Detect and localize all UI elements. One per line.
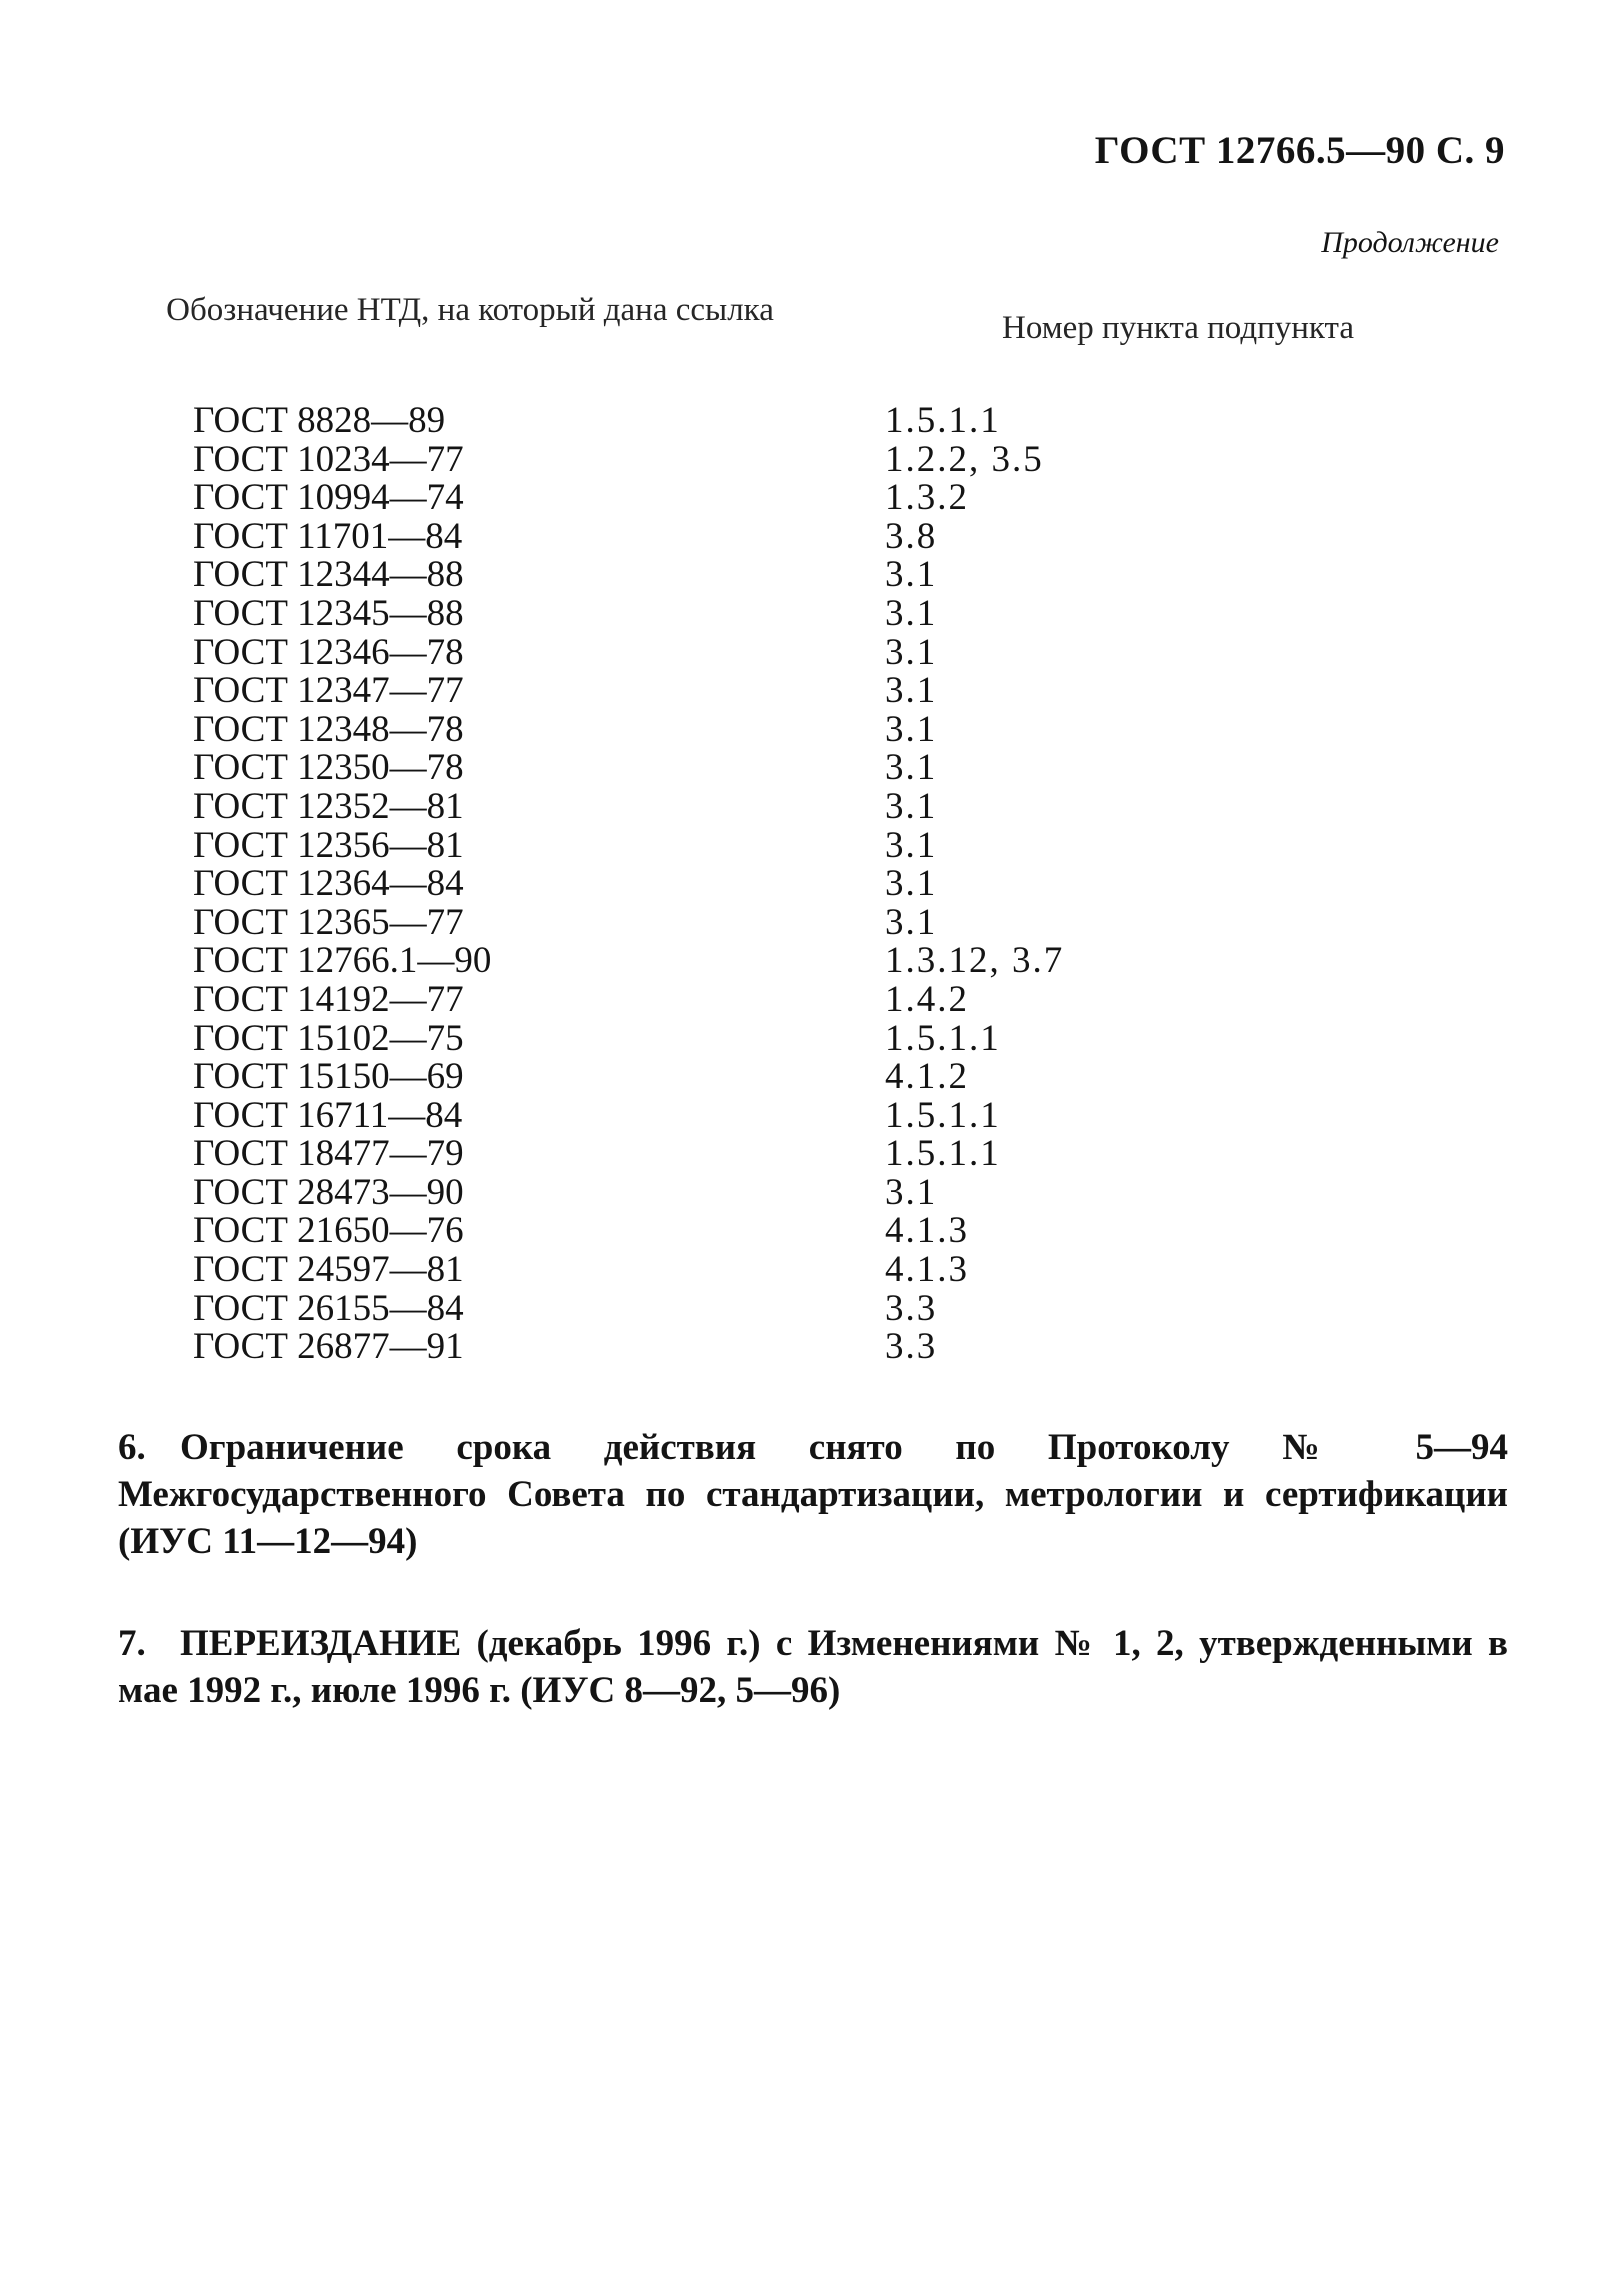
table-row [193, 1212, 1193, 1251]
reference-document: ГОСТ 26877—91 [193, 1326, 464, 1368]
table-row [193, 1328, 1193, 1367]
reference-document: ГОСТ 15102—75 [193, 1017, 464, 1059]
table-row [193, 1251, 1193, 1290]
table-row [193, 1287, 1193, 1329]
reference-clause: 3.1 [885, 824, 938, 866]
reference-document: ГОСТ 12348—78 [193, 708, 464, 750]
table-row [193, 402, 1193, 441]
reference-document: ГОСТ 11701—84 [193, 515, 463, 557]
reference-clause: 1.5.1.1 [885, 1094, 1001, 1136]
table-row [193, 901, 1193, 943]
reference-document: ГОСТ 10234—77 [193, 438, 464, 480]
table-row [193, 785, 1193, 827]
reference-document: ГОСТ 24597—81 [193, 1249, 464, 1291]
reference-clause: 3.8 [885, 515, 938, 557]
reference-clause: 3.1 [885, 631, 938, 673]
table-row [193, 515, 1193, 557]
table-row [193, 824, 1193, 866]
reference-document: ГОСТ 18477—79 [193, 1133, 464, 1175]
reference-clause: 1.2.2, 3.5 [885, 438, 1044, 480]
reference-document: ГОСТ 12350—78 [193, 747, 464, 789]
note-text: ПЕРЕИЗДАНИЕ (декабрь 1996 г.) с Изменениями № 1, 2, утвержденными в мае 1992 г., июле 1996 г. (ИУС 8—92, 5—96) [118, 1623, 1508, 1711]
reference-clause: 4.1.3 [885, 1210, 969, 1252]
reference-clause: 1.5.1.1 [885, 1017, 1001, 1059]
reference-document: ГОСТ 28473—90 [193, 1171, 464, 1213]
note-number: 7. [118, 1623, 146, 1664]
table-row [193, 672, 1193, 711]
reference-document: ГОСТ 12364—84 [193, 863, 464, 905]
reference-table [193, 402, 1193, 1367]
continuation-label: Продолжение [1321, 226, 1499, 259]
reference-document: ГОСТ 21650—76 [193, 1210, 464, 1252]
page-header-title: ГОСТ 12766.5—90 С. 9 [1094, 129, 1505, 172]
table-row [193, 1058, 1193, 1097]
reference-clause: 1.3.2 [885, 477, 969, 519]
reference-clause: 3.1 [885, 785, 938, 827]
reference-document: ГОСТ 12344—88 [193, 554, 464, 596]
reference-document: ГОСТ 12346—78 [193, 631, 464, 673]
reference-clause: 1.5.1.1 [885, 1133, 1001, 1175]
reference-clause: 3.3 [885, 1287, 938, 1329]
column-header-clause: Номер пункта подпункта [1001, 310, 1354, 346]
reference-clause: 4.1.2 [885, 1056, 969, 1098]
table-row [193, 865, 1193, 904]
reference-clause: 1.5.1.1 [885, 400, 1001, 441]
reference-document: ГОСТ 8828—89 [193, 400, 446, 441]
reference-document: ГОСТ 26155—84 [193, 1287, 464, 1329]
reference-document: ГОСТ 12766.1—90 [193, 940, 492, 982]
reference-clause: 4.1.3 [885, 1249, 969, 1291]
table-row [193, 556, 1193, 595]
reference-clause: 3.1 [885, 592, 938, 634]
table-row [193, 708, 1193, 750]
reference-clause: 3.1 [885, 670, 938, 712]
reference-document: ГОСТ 12356—81 [193, 824, 464, 866]
reference-clause: 1.3.12, 3.7 [885, 940, 1065, 982]
reference-document: ГОСТ 16711—84 [193, 1094, 463, 1136]
table-row [193, 631, 1193, 673]
reference-clause: 3.1 [885, 901, 938, 943]
note-item [118, 1424, 1508, 1565]
table-row [193, 479, 1193, 518]
note-text: Ограничение срока действия снято по Протоколу № 5—94 Межгосударственного Совета по стандартизации, метрологии и сертификации (ИУС 11—12—94) [118, 1427, 1508, 1562]
reference-document: ГОСТ 12352—81 [193, 785, 464, 827]
reference-document: ГОСТ 15150—69 [193, 1056, 464, 1098]
reference-clause: 3.1 [885, 863, 938, 905]
note-item [118, 1620, 1508, 1714]
table-row [193, 1094, 1193, 1136]
reference-document: ГОСТ 12345—88 [193, 592, 464, 634]
note-number: 6. [118, 1427, 146, 1468]
reference-clause: 1.4.2 [885, 978, 969, 1020]
reference-clause: 3.3 [885, 1326, 938, 1368]
table-row [193, 1171, 1193, 1213]
column-header-document: Обозначение НТД, на который дана ссылка [166, 292, 774, 328]
reference-clause: 3.1 [885, 708, 938, 750]
table-row [193, 438, 1193, 480]
table-row [193, 942, 1193, 981]
table-row [193, 978, 1193, 1020]
reference-document: ГОСТ 14192—77 [193, 978, 464, 1020]
table-row [193, 592, 1193, 634]
reference-document: ГОСТ 12365—77 [193, 901, 464, 943]
reference-clause: 3.1 [885, 747, 938, 789]
reference-document: ГОСТ 12347—77 [193, 670, 464, 712]
reference-document: ГОСТ 10994—74 [193, 477, 464, 519]
reference-clause: 3.1 [885, 554, 938, 596]
table-row [193, 1135, 1193, 1174]
reference-clause: 3.1 [885, 1171, 938, 1213]
table-row [193, 749, 1193, 788]
table-row [193, 1017, 1193, 1059]
